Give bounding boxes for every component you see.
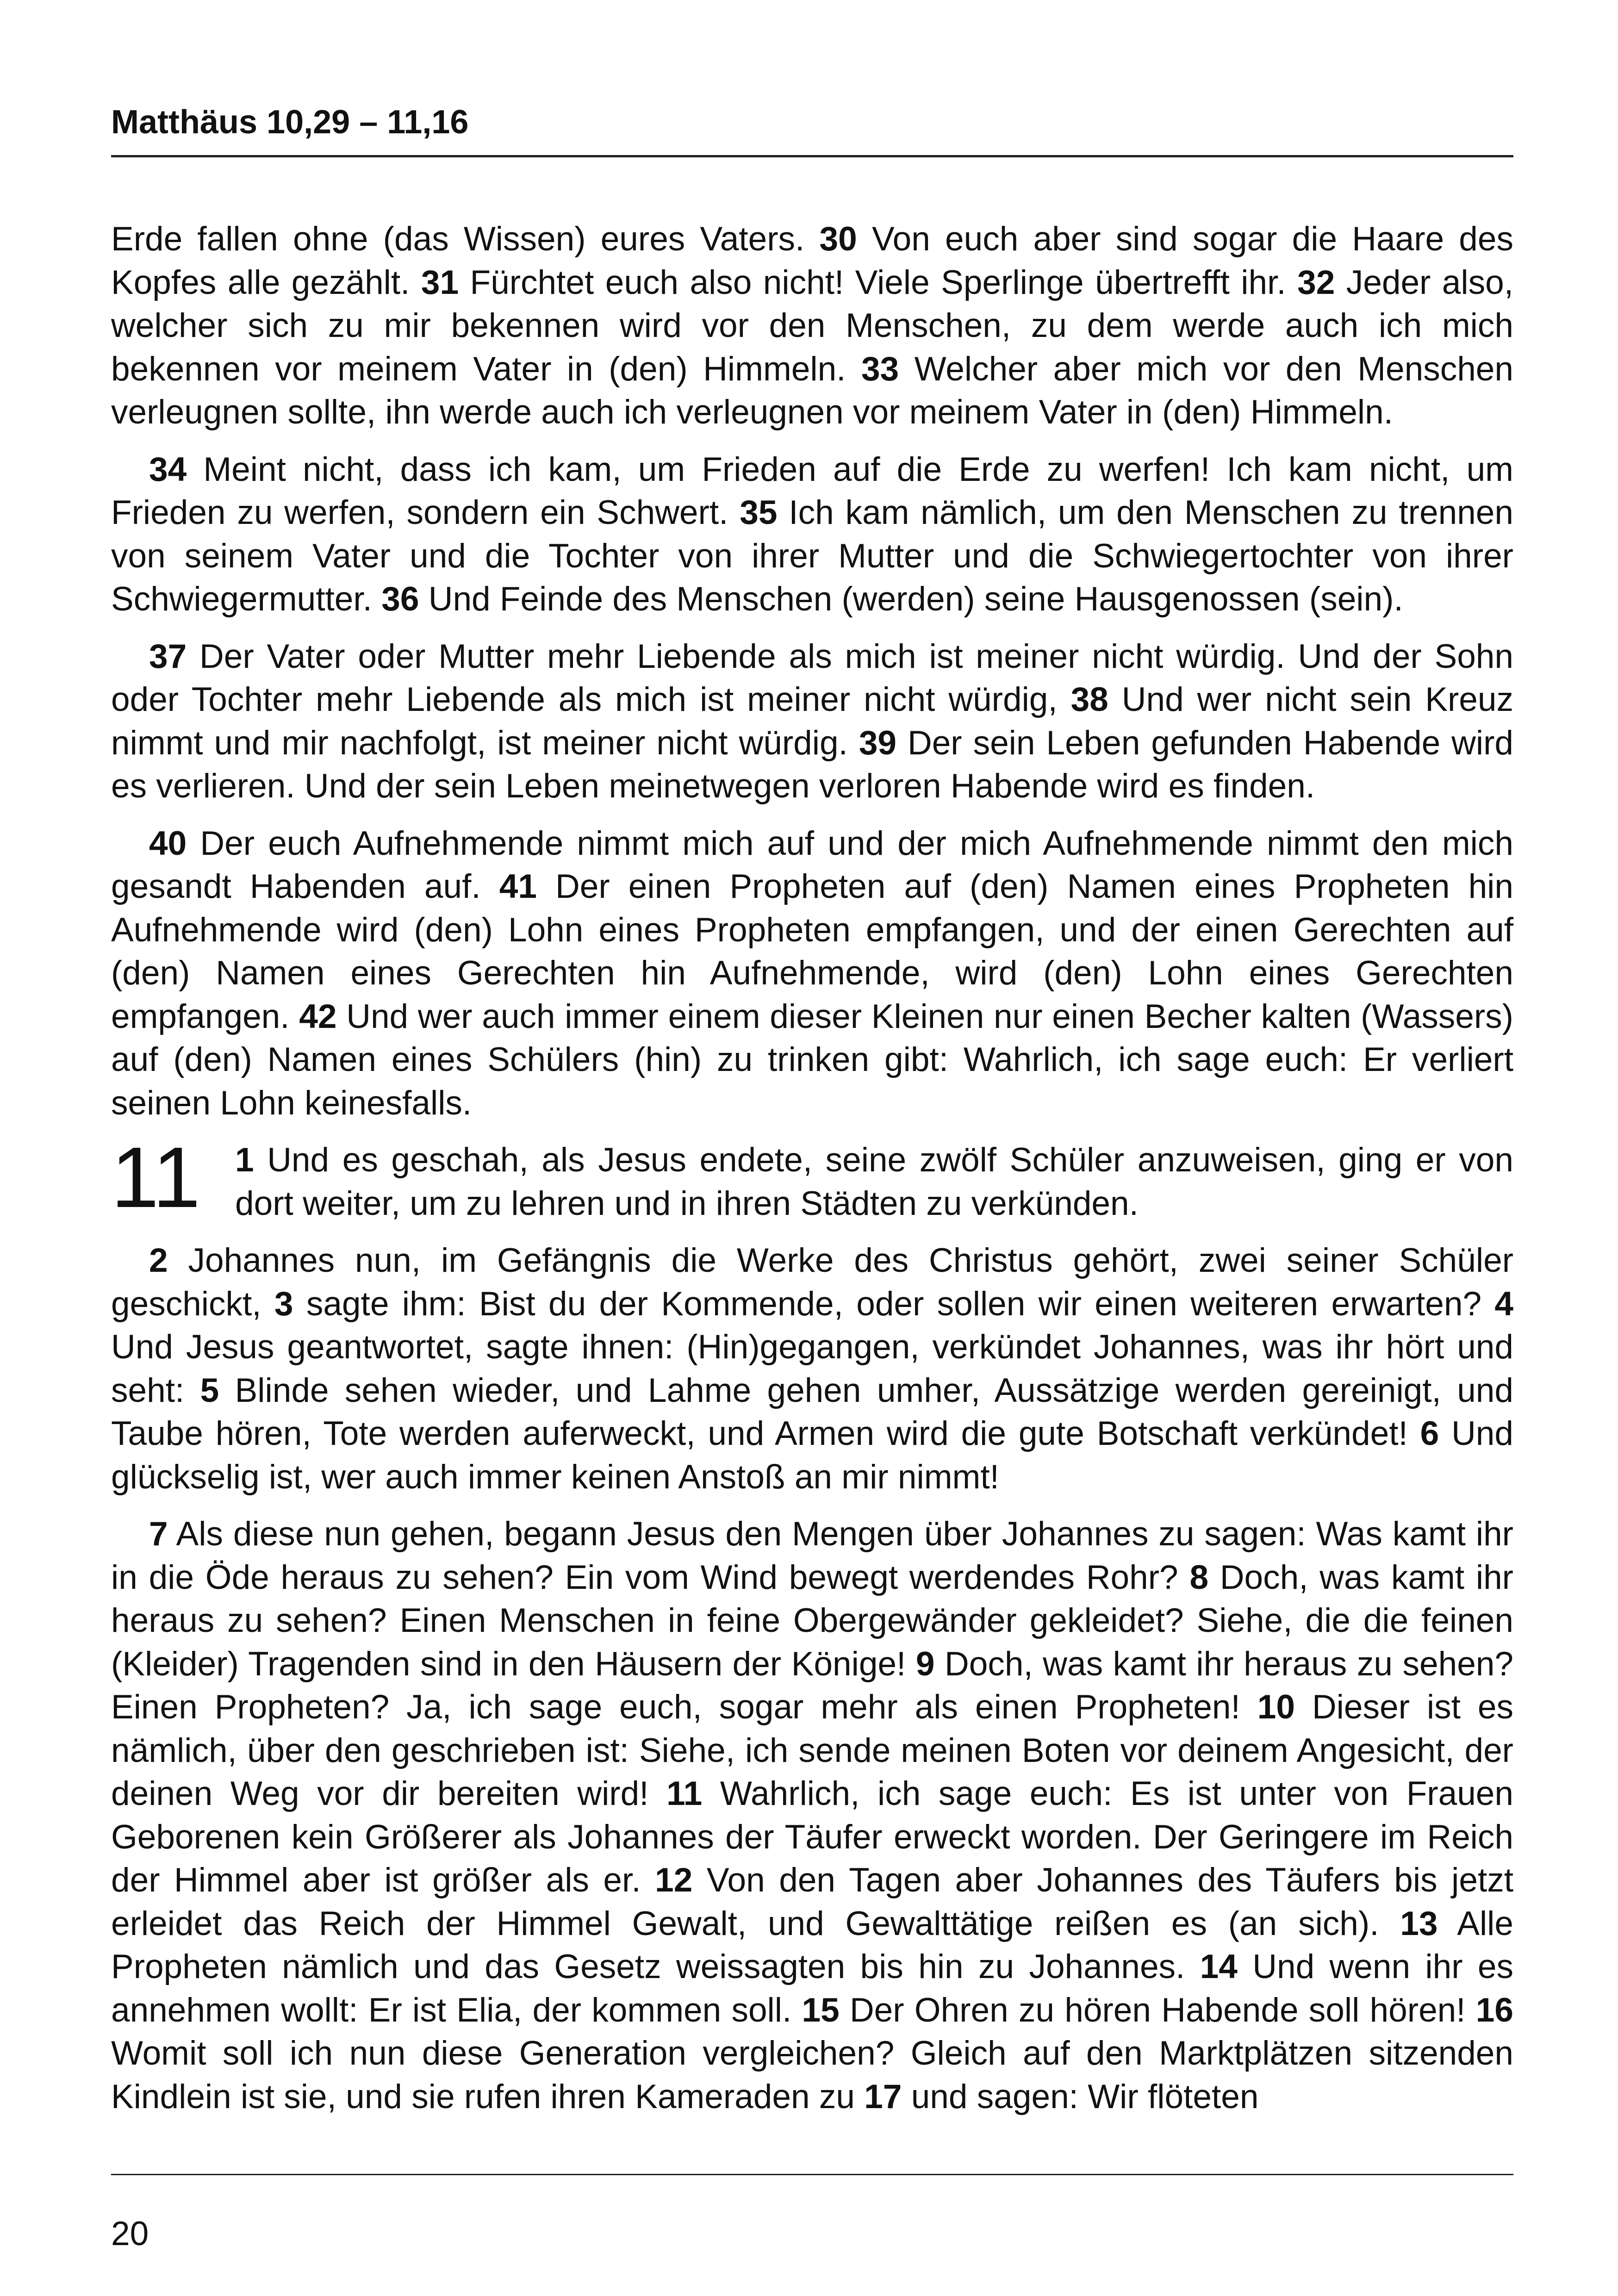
verse-text: Jeder also, welcher sich zu mir bekennen wird vor den Menschen, zu dem werde auch ich mich bekennen vor meinem Vater in (den) Himmeln. [111, 263, 1513, 388]
verse-text: Blinde sehen wieder, und Lahme gehen umher, Aussätzige werden gereinigt, und Taube hören, Tote werden auferweckt, und Armen wird die gute Botschaft verkündet! [111, 1371, 1513, 1452]
verse-number: 5 [200, 1371, 219, 1409]
paragraph [111, 1239, 1513, 1499]
verse-text: Johannes nun, im Gefängnis die Werke des Christus gehört, zwei seiner Schüler geschickt, [111, 1242, 1513, 1323]
verse-number: 42 [299, 997, 337, 1035]
verse-text: Dieser ist es nämlich, über den geschrieben ist: Siehe, ich sende meinen Boten vor deinem Angesicht, der deinen Weg vor dir bereiten wird! [111, 1688, 1514, 1812]
verse-text: Und Jesus geantwortet, sagte ihnen: (Hin)gegangen, verkündet Johannes, was ihr hört und seht: [111, 1328, 1513, 1409]
header-rule [111, 155, 1513, 157]
footer-rule [111, 2174, 1513, 2175]
verse-text: Der Vater oder Mutter mehr Liebende als mich ist meiner nicht würdig. Und der Sohn oder Tochter mehr Liebende als mich ist meiner nicht würdig, [111, 637, 1513, 718]
verse-text: Wahrlich, ich sage euch: Es ist unter von Frauen Geborenen kein Größerer als Johannes der Täufer erweckt worden. Der Geringere im Reich der Himmel aber ist größer als er. [111, 1775, 1513, 1899]
verse-text: Und wer auch immer einem dieser Kleinen nur einen Becher kalten (Wassers) auf (den) Namen eines Schülers (hin) zu trinken gibt: Wahrlich, ich sage euch: Er verliert seinen Lohn keinesfalls. [111, 997, 1513, 1122]
verse-number: 16 [1475, 1991, 1513, 2029]
verse-number: 39 [859, 724, 897, 762]
verse-text: Und Feinde des Menschen (werden) seine Hausgenossen (sein). [419, 580, 1403, 618]
verse-number: 31 [421, 263, 459, 301]
verse-number: 32 [1297, 263, 1335, 301]
verse-text: Womit soll ich nun diese Generation vergleichen? Gleich auf den Marktplätzen sitzenden Kindlein ist sie, und sie rufen ihren Kameraden zu [111, 2035, 1513, 2116]
verse-number: 3 [274, 1285, 293, 1323]
verse-number: 8 [1189, 1558, 1209, 1596]
verse-number: 15 [802, 1991, 840, 2029]
verse-text: Doch, was kamt ihr heraus zu sehen? Einen Menschen in feine Obergewänder gekleidet? Siehe, die die feinen (Kleider) Tragenden sind in den Häusern der Könige! [111, 1558, 1513, 1683]
verse-number: 40 [149, 824, 187, 862]
page-number: 20 [111, 2215, 149, 2252]
verse-number: 11 [666, 1775, 703, 1812]
verse-number: 4 [1494, 1285, 1513, 1323]
verse-text: Der Ohren zu hören Habende soll hören! [839, 1991, 1476, 2029]
verse-text: Als diese nun gehen, begann Jesus den Mengen über Johannes zu sagen: Was kamt ihr in die Öde heraus zu sehen? Ein vom Wind bewegt werdendes Rohr? [111, 1515, 1513, 1596]
verse-text: Der einen Propheten auf (den) Namen eines Propheten hin Aufnehmende wird (den) Lohn eines Propheten empfangen, und der einen Gerechten auf (den) Namen eines Gerechten hin Aufnehmende, wird (den) Lohn eines Gerechten empfangen. [111, 868, 1513, 1035]
verse-number: 12 [655, 1861, 693, 1899]
verse-text: Ich kam nämlich, um den Menschen zu trennen von seinem Vater und die Tochter von ihrer Mutter und die Schwiegertochter von ihrer Schwiegermutter. [111, 494, 1513, 618]
body-text [111, 218, 1513, 2132]
verse-number: 2 [149, 1242, 168, 1279]
verse-number: 14 [1200, 1948, 1238, 1985]
verse-text: und sagen: Wir flöteten [902, 2078, 1259, 2116]
verse-text: Und glückselig ist, wer auch immer keinen Anstoß an mir nimmt! [111, 1415, 1513, 1496]
verse-number: 10 [1257, 1688, 1295, 1726]
verse-number: 1 [235, 1141, 254, 1179]
paragraph [111, 635, 1513, 808]
verse-text: sagte ihm: Bist du der Kommende, oder sollen wir einen weiteren erwarten? [293, 1285, 1495, 1323]
verse-number: 17 [864, 2078, 902, 2116]
verse-number: 38 [1070, 681, 1108, 718]
verse-text: Meint nicht, dass ich kam, um Frieden auf die Erde zu werfen! Ich kam nicht, um Frieden zu werfen, sondern ein Schwert. [111, 450, 1513, 531]
paragraph [111, 822, 1513, 1125]
verse-number: 41 [499, 868, 537, 905]
chapter-start [111, 1130, 1513, 1226]
verse-number: 37 [149, 637, 187, 675]
verse-number: 35 [740, 494, 778, 531]
verse-text: Doch, was kamt ihr heraus zu sehen? Einen Propheten? Ja, ich sage euch, sogar mehr als einen Propheten! [111, 1645, 1513, 1726]
verse-text: Von den Tagen aber Johannes des Täufers bis jetzt erleidet das Reich der Himmel Gewalt, und Gewalttätige reißen es (an sich). [111, 1861, 1514, 1942]
verse-number: 34 [149, 450, 187, 488]
verse-text: Erde fallen ohne (das Wissen) eures Vaters. [111, 220, 820, 258]
verse-text: Und wenn ihr es annehmen wollt: Er ist Elia, der kommen soll. [111, 1948, 1513, 2029]
verse-text: Und es geschah, als Jesus endete, seine zwölf Schüler anzuweisen, ging er von dort weiter, um zu lehren und in ihren Städten zu verkünden. [235, 1141, 1513, 1222]
verse-number: 7 [149, 1515, 168, 1553]
paragraph [235, 1139, 1513, 1225]
verse-text: Welcher aber mich vor den Menschen verleugnen sollte, ihn werde auch ich verleugnen vor meinem Vater in (den) Himmeln. [111, 350, 1514, 431]
verse-text: Alle Propheten nämlich und das Gesetz weissagten bis hin zu Johannes. [111, 1904, 1513, 1985]
chapter-number: 11 [111, 1130, 201, 1226]
verse-text: Von euch aber sind sogar die Haare des Kopfes alle gezählt. [111, 220, 1514, 301]
verse-text: Der sein Leben gefunden Habende wird es verlieren. Und der sein Leben meinetwegen verloren Habende wird es finden. [111, 724, 1513, 805]
verse-number: 30 [819, 220, 857, 258]
verse-number: 13 [1400, 1904, 1438, 1942]
verse-number: 36 [381, 580, 419, 618]
verse-number: 9 [915, 1645, 935, 1683]
verse-text: Und wer nicht sein Kreuz nimmt und mir nachfolgt, ist meiner nicht würdig. [111, 681, 1514, 762]
paragraph [111, 218, 1513, 434]
verse-text: Der euch Aufnehmende nimmt mich auf und der mich Aufnehmende nimmt den mich gesandt Habenden auf. [111, 824, 1513, 905]
running-header: Matthäus 10,29 – 11,16 [111, 104, 469, 141]
verse-text: Fürchtet euch also nicht! Viele Sperlinge übertrefft ihr. [459, 263, 1298, 301]
paragraph [111, 1512, 1513, 2118]
paragraph [111, 448, 1513, 621]
verse-number: 33 [861, 350, 899, 388]
verse-number: 6 [1420, 1415, 1439, 1452]
